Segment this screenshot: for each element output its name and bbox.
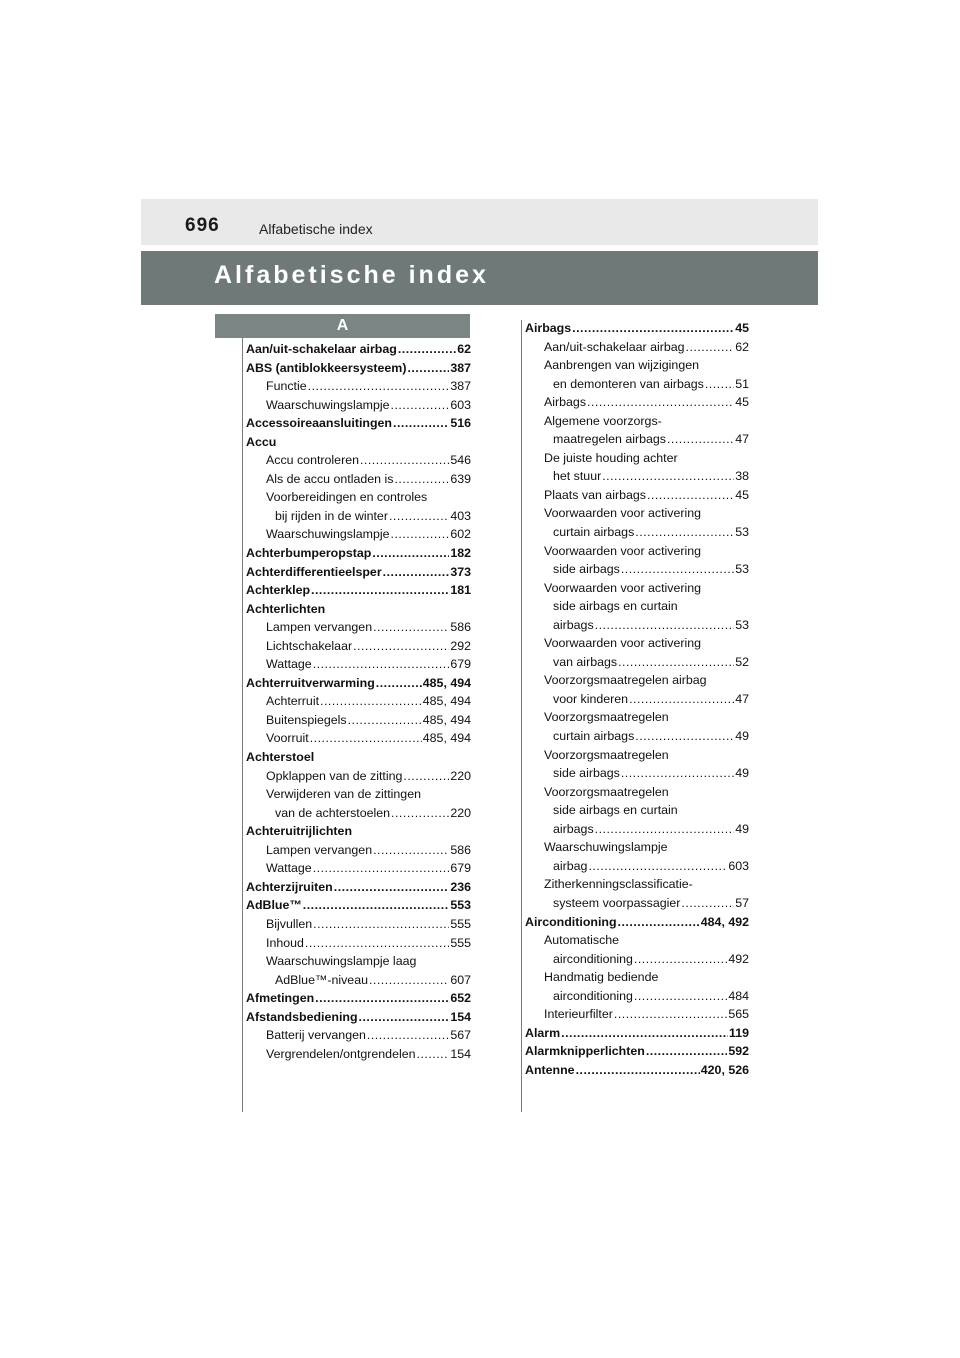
index-entry: [525, 412, 749, 431]
leader-dots: [348, 711, 422, 730]
index-entry-text: Voorwaarden voor activering: [544, 580, 702, 595]
index-entry: [246, 952, 471, 971]
index-entry-text: Opklappen van de zitting: [266, 768, 403, 783]
page-number: 696: [185, 215, 220, 236]
index-entry: [525, 430, 749, 449]
letter-heading: A: [215, 314, 470, 338]
index-entry-text: Airbags: [544, 395, 587, 410]
index-entry: [525, 319, 749, 338]
leader-dots: [372, 544, 449, 563]
index-entry-text: Voorwaarden voor activering: [544, 543, 702, 558]
index-entry-page: 119: [729, 1025, 749, 1040]
index-entry: [246, 841, 471, 860]
index-entry: [246, 896, 471, 915]
index-entry: [246, 377, 471, 396]
index-entry: [525, 560, 749, 579]
index-entry-page: 51: [735, 376, 749, 391]
leader-dots: [376, 674, 422, 693]
leader-dots: [398, 340, 456, 359]
index-entry-page: 586: [450, 620, 471, 635]
index-entry-text: Aan/uit-schakelaar airbag: [544, 339, 685, 354]
index-entry-text: Achteruitrijlichten: [246, 824, 353, 839]
index-entry: [246, 563, 471, 582]
leader-dots: [310, 729, 422, 748]
index-entry-text: side airbags en curtain: [553, 599, 678, 614]
index-entry: [246, 729, 471, 748]
leader-dots: [618, 653, 734, 672]
index-column-right: [525, 319, 749, 1079]
leader-dots: [353, 637, 449, 656]
index-entry-page: 387: [450, 379, 471, 394]
index-entry-page: 679: [450, 657, 471, 672]
index-entry-page: 639: [450, 471, 471, 486]
index-entry-text: Airbags: [525, 321, 572, 335]
index-entry: [246, 637, 471, 656]
index-entry-page: 555: [450, 916, 471, 931]
index-entry-text: Achterruitverwarming: [246, 675, 375, 690]
index-entry-text: van airbags: [553, 654, 618, 669]
index-entry: [246, 396, 471, 415]
leader-dots: [634, 987, 727, 1006]
leader-dots: [369, 971, 449, 990]
index-entry-text: Algemene voorzorgs-: [544, 413, 662, 428]
index-entry-text: Bijvullen: [266, 916, 313, 931]
index-entry-text: Waarschuwingslampje laag: [266, 954, 417, 969]
index-entry: [246, 859, 471, 878]
index-entry-text: Accu: [246, 434, 277, 449]
index-entry-text: Als de accu ontladen is: [266, 471, 394, 486]
leader-dots: [621, 560, 734, 579]
index-entry: [525, 913, 749, 932]
index-entry-page: 607: [450, 972, 471, 987]
leader-dots: [647, 486, 734, 505]
index-entry: [525, 375, 749, 394]
index-entry: [525, 597, 749, 616]
index-entry: [246, 915, 471, 934]
index-entry: [246, 878, 471, 897]
index-entry: [525, 393, 749, 412]
index-entry: [525, 950, 749, 969]
index-entry-page: 45: [735, 395, 749, 410]
index-entry-text: Voorwaarden voor activering: [544, 506, 702, 521]
index-entry-page: 154: [450, 1046, 471, 1061]
index-entry: [246, 618, 471, 637]
index-entry-page: 49: [735, 729, 749, 744]
index-entry-page: 420, 526: [700, 1062, 749, 1077]
index-entry-text: Vergrendelen/ontgrendelen: [266, 1046, 416, 1061]
index-entry-text: Voorzorgsmaatregelen: [544, 747, 669, 762]
index-entry: [525, 801, 749, 820]
index-entry-page: 53: [735, 562, 749, 577]
index-entry-page: 603: [728, 858, 749, 873]
index-entry-text: ABS (antiblokkeersysteem): [246, 360, 407, 375]
index-entry: [525, 1042, 749, 1061]
index-entry-text: side airbags: [553, 562, 620, 577]
leader-dots: [394, 470, 449, 489]
index-entry-page: 292: [450, 638, 471, 653]
index-entry-text: airbags: [553, 617, 594, 632]
index-entry: [246, 989, 471, 1008]
leader-dots: [403, 767, 449, 786]
index-entry-text: van de achterstoelen: [275, 805, 391, 820]
leader-dots: [367, 1026, 449, 1045]
index-entry: [525, 1024, 749, 1043]
index-entry-page: 49: [735, 821, 749, 836]
index-entry-text: curtain airbags: [553, 729, 635, 744]
index-entry: [525, 1005, 749, 1024]
index-entry: [525, 616, 749, 635]
leader-dots: [561, 1024, 728, 1043]
index-entry: [246, 655, 471, 674]
index-entry-page: 484: [728, 988, 749, 1003]
index-entry-text: systeem voorpassagier: [553, 895, 681, 910]
index-entry: [525, 727, 749, 746]
index-entry-page: 154: [450, 1009, 471, 1024]
leader-dots: [391, 525, 450, 544]
index-entry-text: Voorbereidingen en controles: [266, 490, 428, 505]
leader-dots: [634, 950, 727, 969]
index-entry-text: bij rijden in de winter: [275, 508, 388, 523]
index-entry-text: Antenne: [525, 1062, 575, 1077]
leader-dots: [587, 393, 734, 412]
index-entry: [525, 634, 749, 653]
index-entry-text: Voorzorgsmaatregelen: [544, 710, 669, 725]
index-entry: [525, 449, 749, 468]
leader-dots: [305, 934, 449, 953]
index-entry-text: Batterij vervangen: [266, 1028, 366, 1043]
index-entry-page: 485, 494: [422, 731, 471, 746]
index-entry: [525, 467, 749, 486]
index-entry-text: De juiste houding achter: [544, 450, 678, 465]
index-entry-page: 182: [450, 546, 471, 561]
index-entry-text: Waarschuwingslampje: [266, 397, 390, 412]
index-entry-text: Alarm: [525, 1025, 561, 1040]
index-entry: [246, 488, 471, 507]
index-entry-text: het stuur: [553, 469, 602, 484]
leader-dots: [359, 1008, 450, 1027]
index-entry-text: Waarschuwingslampje: [266, 527, 390, 542]
leader-dots: [334, 878, 450, 897]
index-entry: [246, 804, 471, 823]
index-entry-text: AdBlue™-niveau: [275, 972, 368, 987]
leader-dots: [705, 375, 734, 394]
index-entry-page: 38: [735, 469, 749, 484]
index-entry: [525, 356, 749, 375]
index-entry: [246, 767, 471, 786]
index-entry-text: Buitenspiegels: [266, 712, 347, 727]
index-entry-page: 603: [450, 397, 471, 412]
index-entry-text: Achterstoel: [246, 750, 315, 765]
leader-dots: [588, 857, 727, 876]
index-entry-page: 403: [450, 508, 471, 523]
index-entry-text: Achterruit: [266, 694, 320, 709]
index-entry-page: 592: [728, 1044, 749, 1059]
index-entry: [525, 746, 749, 765]
index-entry-text: airconditioning: [553, 951, 633, 966]
index-entry: [525, 931, 749, 950]
index-entry: [246, 692, 471, 711]
index-entry-page: 387: [450, 360, 471, 375]
leader-dots: [393, 414, 449, 433]
index-entry-page: 47: [735, 432, 749, 447]
index-entry-page: 45: [735, 321, 749, 335]
index-entry: [525, 820, 749, 839]
leader-dots: [313, 915, 449, 934]
index-entry-text: en demonteren van airbags: [553, 376, 704, 391]
index-entry: [525, 894, 749, 913]
index-entry: [246, 433, 471, 452]
index-entry: [246, 785, 471, 804]
index-entry-page: 220: [450, 805, 471, 820]
leader-dots: [373, 841, 449, 860]
index-entry-page: 373: [450, 564, 471, 579]
index-entry-page: 652: [450, 991, 471, 1006]
leader-dots: [320, 692, 422, 711]
index-entry-text: Verwijderen van de zittingen: [266, 787, 421, 802]
index-entry-page: 181: [450, 583, 471, 598]
index-entry: [525, 338, 749, 357]
index-entry: [246, 934, 471, 953]
index-entry-text: Voorzorgsmaatregelen: [544, 784, 669, 799]
leader-dots: [391, 804, 449, 823]
index-entry-text: Achterdifferentieelsper: [246, 564, 382, 579]
index-entry-text: Functie: [266, 379, 307, 394]
index-entry-text: voor kinderen: [553, 691, 629, 706]
index-entry-text: airbags: [553, 821, 594, 836]
index-entry: [246, 414, 471, 433]
left-column-rule: [242, 338, 243, 1112]
index-entry: [525, 764, 749, 783]
index-entry: [525, 1061, 749, 1080]
index-entry: [525, 542, 749, 561]
index-entry-page: 53: [735, 617, 749, 632]
index-entry-text: Lampen vervangen: [266, 842, 373, 857]
index-entry-text: Handmatig bediende: [544, 970, 659, 985]
index-entry-text: Wattage: [266, 861, 312, 876]
index-entry-text: Waarschuwingslampje: [544, 840, 668, 855]
index-entry: [525, 671, 749, 690]
leader-dots: [313, 655, 450, 674]
index-entry: [525, 653, 749, 672]
index-entry-page: 62: [735, 339, 749, 354]
leader-dots: [635, 727, 734, 746]
index-entry-page: 47: [735, 691, 749, 706]
index-entry-text: AdBlue™: [246, 898, 302, 913]
index-entry-page: 220: [450, 768, 471, 783]
leader-dots: [308, 377, 450, 396]
index-entry-text: Aanbrengen van wijzigingen: [544, 358, 699, 373]
index-entry-text: Lampen vervangen: [266, 620, 373, 635]
index-entry-page: 516: [450, 416, 471, 431]
index-entry: [525, 987, 749, 1006]
index-entry: [246, 470, 471, 489]
index-entry-text: Lichtschakelaar: [266, 638, 353, 653]
index-entry: [246, 1045, 471, 1064]
index-entry-page: 52: [735, 654, 749, 669]
index-entry-page: 45: [735, 487, 749, 502]
index-entry: [246, 581, 471, 600]
index-entry-page: 492: [728, 951, 749, 966]
index-entry: [246, 525, 471, 544]
index-entry-page: 53: [735, 525, 749, 540]
leader-dots: [686, 338, 735, 357]
index-entry-page: 567: [450, 1028, 471, 1043]
index-entry-page: 485, 494: [422, 675, 471, 690]
index-entry-text: Voorzorgsmaatregelen airbag: [544, 673, 707, 688]
index-entry: [246, 544, 471, 563]
index-entry-text: Achterbumperopstap: [246, 546, 372, 561]
index-entry-text: Aan/uit-schakelaar airbag: [246, 342, 397, 356]
leader-dots: [303, 896, 450, 915]
index-entry-text: Wattage: [266, 657, 312, 672]
index-entry-text: Plaats van airbags: [544, 487, 646, 502]
index-entry: [246, 600, 471, 619]
leader-dots: [614, 1005, 727, 1024]
index-entry-text: Interieurfilter: [544, 1007, 613, 1022]
index-entry: [246, 748, 471, 767]
index-entry: [525, 486, 749, 505]
leader-dots: [417, 1045, 450, 1064]
index-entry-page: 546: [450, 453, 471, 468]
index-entry-page: 553: [450, 898, 471, 913]
leader-dots: [315, 989, 449, 1008]
index-entry: [525, 504, 749, 523]
index-entry-text: Voorruit: [266, 731, 309, 746]
index-entry: [246, 971, 471, 990]
index-entry: [246, 674, 471, 693]
index-entry-page: 679: [450, 861, 471, 876]
index-entry-text: Achterklep: [246, 583, 311, 598]
index-entry-page: 555: [450, 935, 471, 950]
index-entry-text: Airconditioning: [525, 914, 617, 929]
index-entry-page: 586: [450, 842, 471, 857]
leader-dots: [389, 507, 449, 526]
index-entry-page: 485, 494: [422, 694, 471, 709]
index-entry: [246, 507, 471, 526]
index-entry-page: 565: [728, 1007, 749, 1022]
index-entry-text: Achterzijruiten: [246, 879, 333, 894]
index-entry-text: Zitherkenningsclassificatie-: [544, 877, 693, 892]
leader-dots: [667, 430, 734, 449]
index-entry-page: 62: [457, 342, 471, 356]
index-entry-text: side airbags: [553, 766, 620, 781]
index-entry-page: 484, 492: [700, 914, 749, 929]
header-bar: [141, 199, 818, 245]
leader-dots: [618, 913, 700, 932]
section-title: Alfabetische index: [259, 221, 373, 237]
leader-dots: [595, 820, 735, 839]
leader-dots: [407, 359, 449, 378]
leader-dots: [595, 616, 735, 635]
index-entry-page: 485, 494: [422, 712, 471, 727]
index-entry-text: Accu controleren: [266, 453, 359, 468]
index-entry: [525, 968, 749, 987]
index-entry-text: Automatische: [544, 933, 620, 948]
index-entry-page: 602: [450, 527, 471, 542]
index-entry: [525, 523, 749, 542]
leader-dots: [383, 563, 450, 582]
index-entry-text: Voorwaarden voor activering: [544, 636, 702, 651]
index-entry: [525, 579, 749, 598]
leader-dots: [360, 451, 449, 470]
leader-dots: [681, 894, 734, 913]
page-title: Alfabetische index: [214, 261, 489, 289]
index-entry: [246, 1026, 471, 1045]
index-entry: [246, 451, 471, 470]
index-entry: [246, 359, 471, 378]
leader-dots: [373, 618, 449, 637]
index-entry-text: airconditioning: [553, 988, 633, 1003]
index-entry: [525, 857, 749, 876]
index-entry-page: 236: [450, 879, 471, 894]
index-entry: [525, 838, 749, 857]
index-entry-text: curtain airbags: [553, 525, 635, 540]
index-entry-text: Inhoud: [266, 935, 304, 950]
index-entry: [246, 822, 471, 841]
leader-dots: [635, 523, 734, 542]
index-entry: [525, 875, 749, 894]
index-entry-text: Alarmknipperlichten: [525, 1044, 645, 1059]
leader-dots: [311, 581, 449, 600]
index-column-left: [246, 340, 471, 1063]
index-entry: [246, 340, 471, 359]
leader-dots: [576, 1061, 700, 1080]
index-entry-text: airbag: [553, 858, 588, 873]
leader-dots: [646, 1042, 728, 1061]
index-entry-text: side airbags en curtain: [553, 803, 678, 818]
index-entry-page: 57: [735, 895, 749, 910]
index-entry: [525, 690, 749, 709]
right-column-rule: [521, 320, 522, 1112]
leader-dots: [602, 467, 734, 486]
index-entry-text: Afmetingen: [246, 991, 315, 1006]
leader-dots: [313, 859, 450, 878]
leader-dots: [621, 764, 734, 783]
index-entry-page: 49: [735, 766, 749, 781]
index-entry: [246, 1008, 471, 1027]
index-entry: [525, 708, 749, 727]
index-entry-text: Afstandsbediening: [246, 1009, 358, 1024]
index-entry: [246, 711, 471, 730]
index-entry-text: maatregelen airbags: [553, 432, 666, 447]
leader-dots: [629, 690, 734, 709]
index-entry-text: Achterlichten: [246, 601, 326, 616]
index-entry: [525, 783, 749, 802]
leader-dots: [391, 396, 450, 415]
leader-dots: [572, 319, 734, 338]
index-entry-text: Accessoireaansluitingen: [246, 416, 392, 431]
